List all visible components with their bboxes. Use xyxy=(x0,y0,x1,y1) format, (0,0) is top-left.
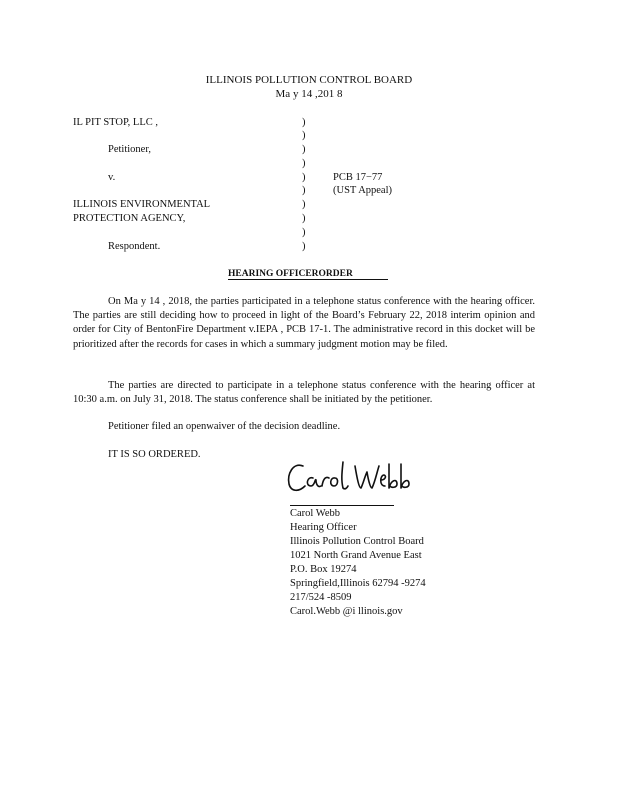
case-number: PCB 17−77 xyxy=(333,172,383,183)
signer-title: Hearing Officer xyxy=(290,522,357,533)
paragraph-text: The parties are directed to participate in a telephone status conference with the hearing officer at 10:30 a.m. on July 31, 2018. The status conference shall be initiated by the petitioner. xyxy=(73,380,535,406)
caption-bracket: ) xyxy=(302,213,306,224)
paragraph-waiver: Petitioner filed an openwaiver of the decision deadline. xyxy=(108,421,341,432)
caption-bracket: ) xyxy=(302,227,306,238)
versus-label: v. xyxy=(108,172,116,183)
po-box: P.O. Box 19274 xyxy=(290,564,357,575)
paragraph-status-conference xyxy=(73,295,535,352)
caption-bracket: ) xyxy=(302,130,306,141)
signer-organization: Illinois Pollution Control Board xyxy=(290,536,424,547)
city-state-zip: Springfield,Illinois 62794 -9274 xyxy=(290,578,426,589)
paragraph-text: On Ma y 14 , 2018, the parties participated in a telephone status conference with the hearing officer. The parties are still deciding how to proceed in light of the Board’s February 22, 2018 interim opinion and order for City of BentonFire Department v.IEPA , PCB 17-1. The administrative record in this docket will be prioritized after the records for cases in which a summary judgment motion may be filed. xyxy=(73,296,535,350)
board-name: ILLINOIS POLLUTION CONTROL BOARD xyxy=(205,74,413,86)
email-address: Carol.Webb @i llinois.gov xyxy=(290,606,403,617)
caption-bracket: ) xyxy=(302,241,306,252)
paragraph-next-conference xyxy=(73,379,535,407)
caption-bracket: ) xyxy=(302,144,306,155)
case-type: (UST Appeal) xyxy=(333,185,393,196)
caption-bracket: ) xyxy=(302,185,306,196)
signature-block xyxy=(290,507,426,619)
document-date: Ma y 14 ,201 8 xyxy=(275,88,343,100)
caption-bracket: ) xyxy=(302,199,306,210)
order-title: HEARING OFFICERORDER xyxy=(228,269,388,280)
respondent-role: Respondent. xyxy=(108,241,161,252)
phone-number: 217/524 -8509 xyxy=(290,592,352,603)
street-address: 1021 North Grand Avenue East xyxy=(290,550,422,561)
ordered-statement: IT IS SO ORDERED. xyxy=(108,449,201,460)
respondent-name-line1: ILLINOIS ENVIRONMENTAL xyxy=(73,199,211,210)
signer-name: Carol Webb xyxy=(290,508,340,519)
caption-bracket: ) xyxy=(302,117,306,128)
petitioner-role: Petitioner, xyxy=(108,144,152,155)
handwritten-signature xyxy=(285,458,415,502)
caption-bracket: ) xyxy=(302,172,306,183)
respondent-name-line2: PROTECTION AGENCY, xyxy=(73,213,186,224)
caption-bracket: ) xyxy=(302,158,306,169)
signature-line xyxy=(290,505,394,506)
petitioner-name: IL PIT STOP, LLC , xyxy=(73,117,158,128)
